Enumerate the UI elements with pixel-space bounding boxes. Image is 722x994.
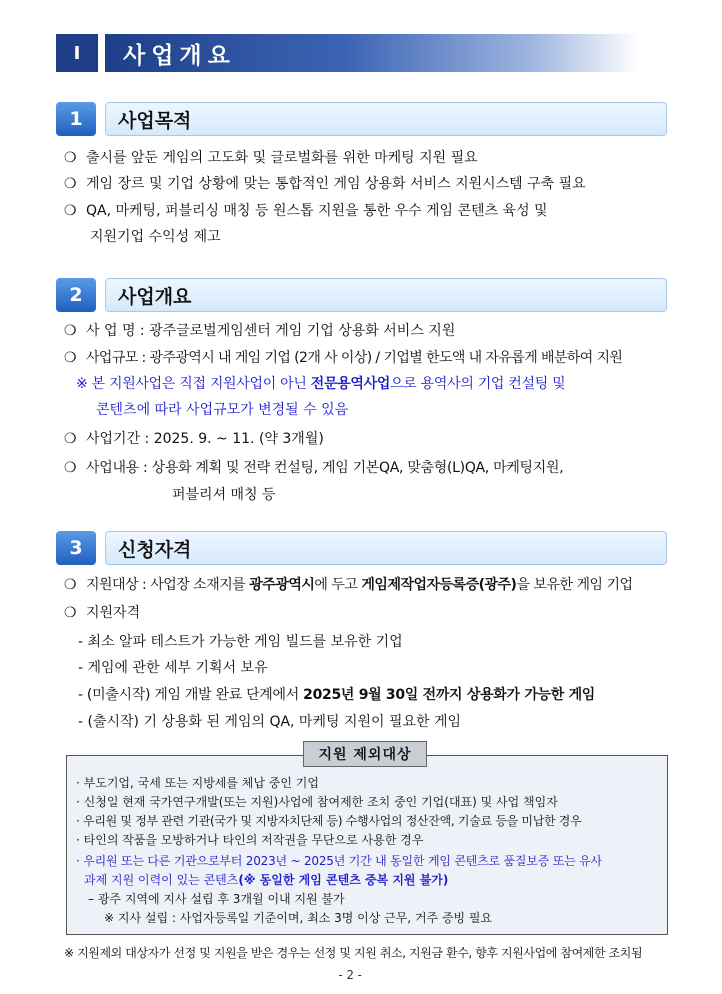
overview-note	[76, 373, 565, 395]
section-1-number: 1	[56, 102, 96, 136]
purpose-item-3	[64, 200, 548, 222]
section-2-title: 사업개요	[105, 278, 667, 312]
overview-name-text: 사 업 명 : 광주글로벌게임센터 게임 기업 상용화 서비스 지원	[86, 323, 456, 339]
overview-content-cont: 퍼블리셔 매칭 등	[172, 487, 276, 503]
qual-item-4: - (출시작) 기 상용화 된 게임의 QA, 마케팅 지원이 필요한 게임	[78, 714, 462, 730]
eligibility-qual	[64, 602, 140, 624]
note-text-b: 전문용역사업	[310, 376, 391, 392]
bullet-icon: ❍	[64, 323, 77, 339]
exclusion-title: 지원 제외대상	[303, 741, 427, 767]
exclusion-item-6-note: ※ 지사 설립 : 사업자등록일 기준이며, 최소 3명 이상 근무, 거주 증빙 필요	[104, 911, 493, 925]
exclusion-item-2: · 신청일 현재 국가연구개발(또는 지원)사업에 참여제한 조치 중인 기업(대표) 및 사업 책임자	[76, 795, 558, 809]
chapter-number: Ⅰ	[56, 34, 98, 72]
purpose-item-2	[64, 173, 586, 195]
eligibility-target	[64, 574, 633, 596]
overview-scale-text: 사업규모 : 광주광역시 내 게임 기업 (2개 사 이상) / 기업별 한도액 내 자유롭게 배분하여 지원	[86, 350, 623, 366]
bullet-icon: ❍	[64, 150, 77, 166]
exclusion-item-3: · 우리원 및 정부 관련 기관(국가 및 지방자치단체 등) 수행사업의 정산잔액, 기술료 등을 미납한 경우	[76, 814, 582, 828]
qual-3a: - (미출시작) 게임 개발 완료 단계에서	[78, 687, 304, 703]
bullet-icon: ❍	[64, 350, 76, 366]
exclusion-item-5: · 우리원 또는 다른 기관으로부터 2023년 ~ 2025년 기간 내 동일한 게임 콘텐츠로 품질보증 또는 유사	[76, 854, 602, 868]
overview-note-cont: 콘텐츠에 따라 사업규모가 변경될 수 있음	[96, 402, 349, 418]
overview-content	[64, 457, 563, 479]
overview-content-text: 사업내용 : 상용화 계획 및 전략 컨설팅, 게임 기본QA, 맞춤형(L)QA, 마케팅지원,	[86, 460, 564, 476]
purpose-text-3: QA, 마케팅, 퍼블리싱 매칭 등 원스톱 지원을 통한 우수 게임 콘텐츠 육성 및	[86, 203, 548, 219]
purpose-text-3-cont: 지원기업 수익성 제고	[90, 229, 221, 245]
page-number: - 2 -	[338, 968, 362, 982]
purpose-text-2: 게임 장르 및 기업 상황에 맞는 통합적인 게임 상용화 서비스 지원시스템 구축 필요	[86, 176, 586, 192]
target-a: 지원대상 : 사업장 소재지를	[86, 577, 250, 593]
bullet-icon: ❍	[64, 431, 77, 447]
target-c: 에 두고	[314, 577, 362, 593]
chapter-title: 사업개요	[105, 34, 640, 72]
exclusion-item-4: · 타인의 작품을 모방하거나 타인의 저작권을 무단으로 사용한 경우	[76, 833, 424, 847]
exclusion-item-5-cont	[84, 871, 448, 890]
target-e: 을 보유한 게임 기업	[516, 577, 633, 593]
target-d: 게임제작업자등록증(광주)	[361, 577, 517, 593]
section-1-title: 사업목적	[105, 102, 667, 136]
qual-item-2: - 게임에 관한 세부 기획서 보유	[78, 660, 268, 676]
exclusion-item-1: · 부도기업, 국세 또는 지방세를 체납 중인 기업	[76, 776, 319, 790]
bullet-icon: ❍	[64, 605, 77, 621]
overview-name	[64, 320, 455, 342]
footer-note: ※ 지원제외 대상자가 선정 및 지원을 받은 경우는 선정 및 지원 취소, 지원금 환수, 향후 지원사업에 참여제한 조치됨	[64, 946, 643, 960]
section-2-number: 2	[56, 278, 96, 312]
overview-scale	[64, 347, 622, 369]
bullet-icon: ❍	[64, 176, 77, 192]
section-3-number: 3	[56, 531, 96, 565]
overview-period	[64, 428, 324, 450]
exclusion-5-cont-a: 과제 지원 이력이 있는 콘텐츠	[84, 873, 239, 887]
overview-period-text: 사업기간 : 2025. 9. ~ 11. (약 3개월)	[86, 431, 324, 447]
bullet-icon: ❍	[64, 203, 77, 219]
bullet-icon: ❍	[64, 460, 77, 476]
section-3-title: 신청자격	[105, 531, 667, 565]
exclusion-5-cont-b: (※ 동일한 게임 콘텐츠 중복 지원 불가)	[238, 873, 449, 887]
qual-item-1: - 최소 알파 테스트가 가능한 게임 빌드를 보유한 기업	[78, 634, 403, 650]
qual-label: 지원자격	[86, 605, 141, 621]
purpose-text-1: 출시를 앞둔 게임의 고도화 및 글로벌화를 위한 마케팅 지원 필요	[86, 150, 478, 166]
target-b: 광주광역시	[249, 577, 315, 593]
note-text-a: 본 지원사업은 직접 지원사업이 아닌	[91, 376, 311, 392]
qual-3b: 2025년 9월 30일 전까지 상용화가 가능한 게임	[303, 687, 596, 703]
note-text-c: 으로 용역사의 기업 컨설팅 및	[390, 376, 566, 392]
exclusion-item-6: – 광주 지역에 지사 설립 후 3개월 이내 지원 불가	[88, 892, 345, 906]
qual-item-3	[78, 684, 595, 706]
note-mark: ※	[76, 376, 88, 392]
purpose-item-1	[64, 147, 478, 169]
bullet-icon: ❍	[64, 577, 77, 593]
